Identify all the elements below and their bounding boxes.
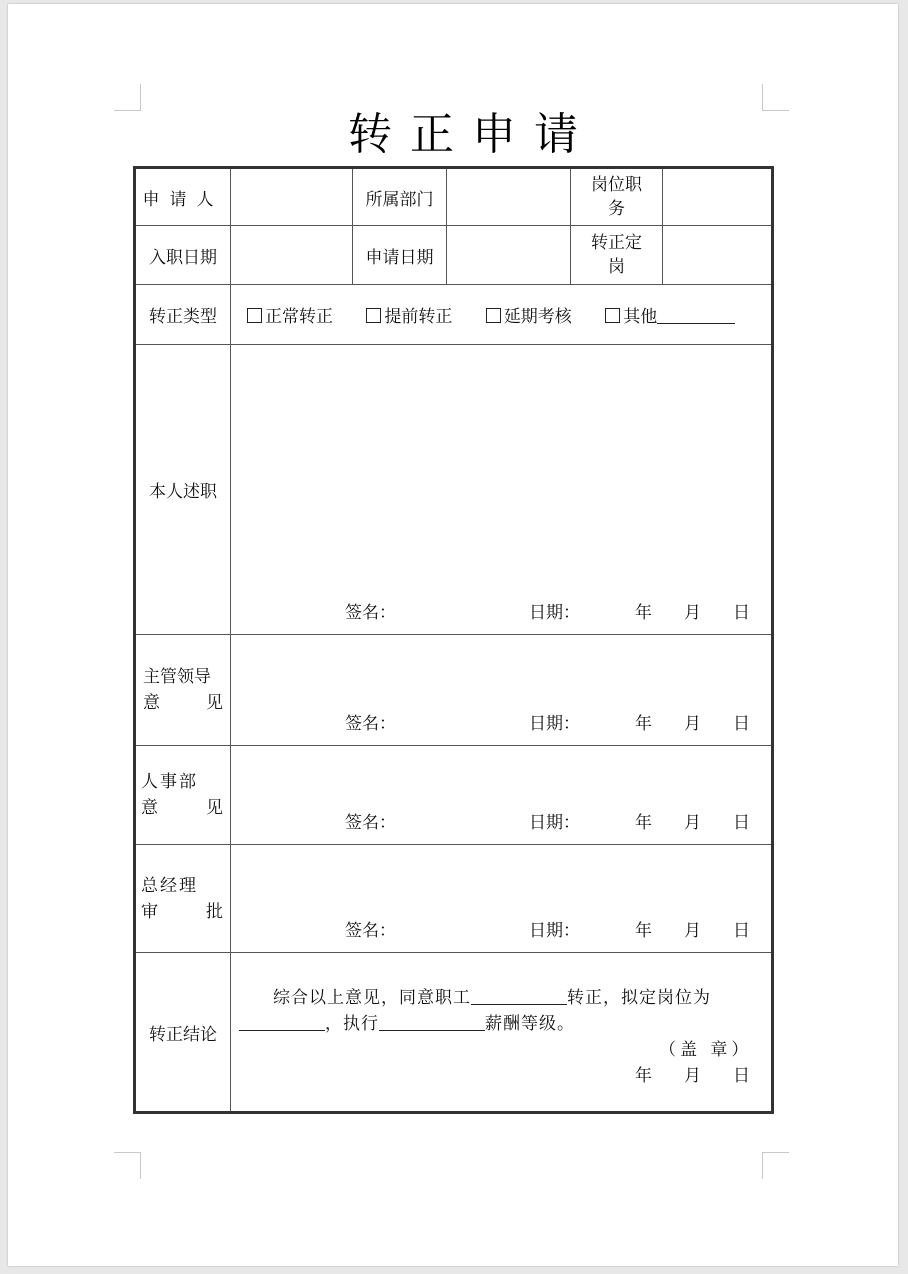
fixed-post-label: 转正定岗	[571, 226, 663, 285]
position-field[interactable]	[663, 168, 773, 226]
hr-opinion-area[interactable]	[231, 746, 773, 845]
hr-opinion-label: 人事部 意 见	[135, 746, 231, 845]
seal-text: （盖 章）	[659, 1040, 753, 1060]
fixed-post-field[interactable]	[663, 226, 773, 285]
document-title: 转正申请	[348, 109, 596, 160]
option-extended[interactable]: 延期考核	[486, 302, 572, 327]
table-row	[135, 635, 773, 746]
signature-line: 签名： 日期： 年 月 日	[345, 921, 750, 941]
conversion-type-options	[231, 285, 773, 345]
checkbox-icon[interactable]	[486, 308, 501, 323]
position-label: 岗位职务	[571, 168, 663, 226]
gm-approval-label: 总经理 审 批	[135, 845, 231, 953]
option-other[interactable]: 其他	[605, 302, 735, 327]
join-date-label: 入职日期	[135, 226, 231, 285]
table-row	[135, 168, 773, 226]
table-row	[135, 226, 773, 285]
join-date-field[interactable]	[231, 226, 353, 285]
supervisor-opinion-label: 主管领导 意 见	[135, 635, 231, 746]
option-early[interactable]: 提前转正	[366, 302, 452, 327]
signature-line: 签名： 日期： 年 月 日	[345, 813, 750, 833]
salary-level-blank[interactable]	[379, 1014, 485, 1031]
department-field[interactable]	[447, 168, 571, 226]
other-blank[interactable]	[657, 307, 735, 324]
signature-line: 签名： 日期： 年 月 日	[345, 714, 750, 734]
application-form-table	[133, 166, 774, 1114]
option-normal[interactable]: 正常转正	[247, 302, 333, 327]
table-row	[135, 285, 773, 345]
table-row	[135, 746, 773, 845]
self-review-area[interactable]	[231, 345, 773, 635]
margin-corner-mark	[762, 1152, 789, 1179]
supervisor-opinion-area[interactable]	[231, 635, 773, 746]
apply-date-label: 申请日期	[353, 226, 447, 285]
conclusion-label: 转正结论	[135, 953, 231, 1113]
table-row	[135, 845, 773, 953]
applicant-field[interactable]	[231, 168, 353, 226]
checkbox-icon[interactable]	[605, 308, 620, 323]
table-row	[135, 345, 773, 635]
applicant-label: 申请人	[135, 168, 231, 226]
opinion-text: 意 见	[143, 693, 223, 713]
table-row	[135, 953, 773, 1113]
conclusion-text: 综合以上意见，同意职工 转正，拟定岗位为，执行 薪酬等级。	[239, 985, 761, 1037]
signature-line: 签名： 日期： 年 月 日	[345, 603, 750, 623]
checkbox-icon[interactable]	[247, 308, 262, 323]
self-review-label: 本人述职	[135, 345, 231, 635]
opinion-text: 意 见	[141, 798, 225, 818]
conversion-type-label: 转正类型	[135, 285, 231, 345]
post-blank[interactable]	[239, 1014, 325, 1031]
checkbox-icon[interactable]	[366, 308, 381, 323]
department-label: 所属部门	[353, 168, 447, 226]
margin-corner-mark	[114, 1152, 141, 1179]
apply-date-field[interactable]	[447, 226, 571, 285]
gm-approval-area[interactable]	[231, 845, 773, 953]
conclusion-area[interactable]: 综合以上意见，同意职工 转正，拟定岗位为，执行 薪酬等级。 （盖 章） 年 月 日	[231, 953, 773, 1113]
approval-text: 审 批	[141, 901, 225, 922]
employee-name-blank[interactable]	[471, 988, 567, 1005]
